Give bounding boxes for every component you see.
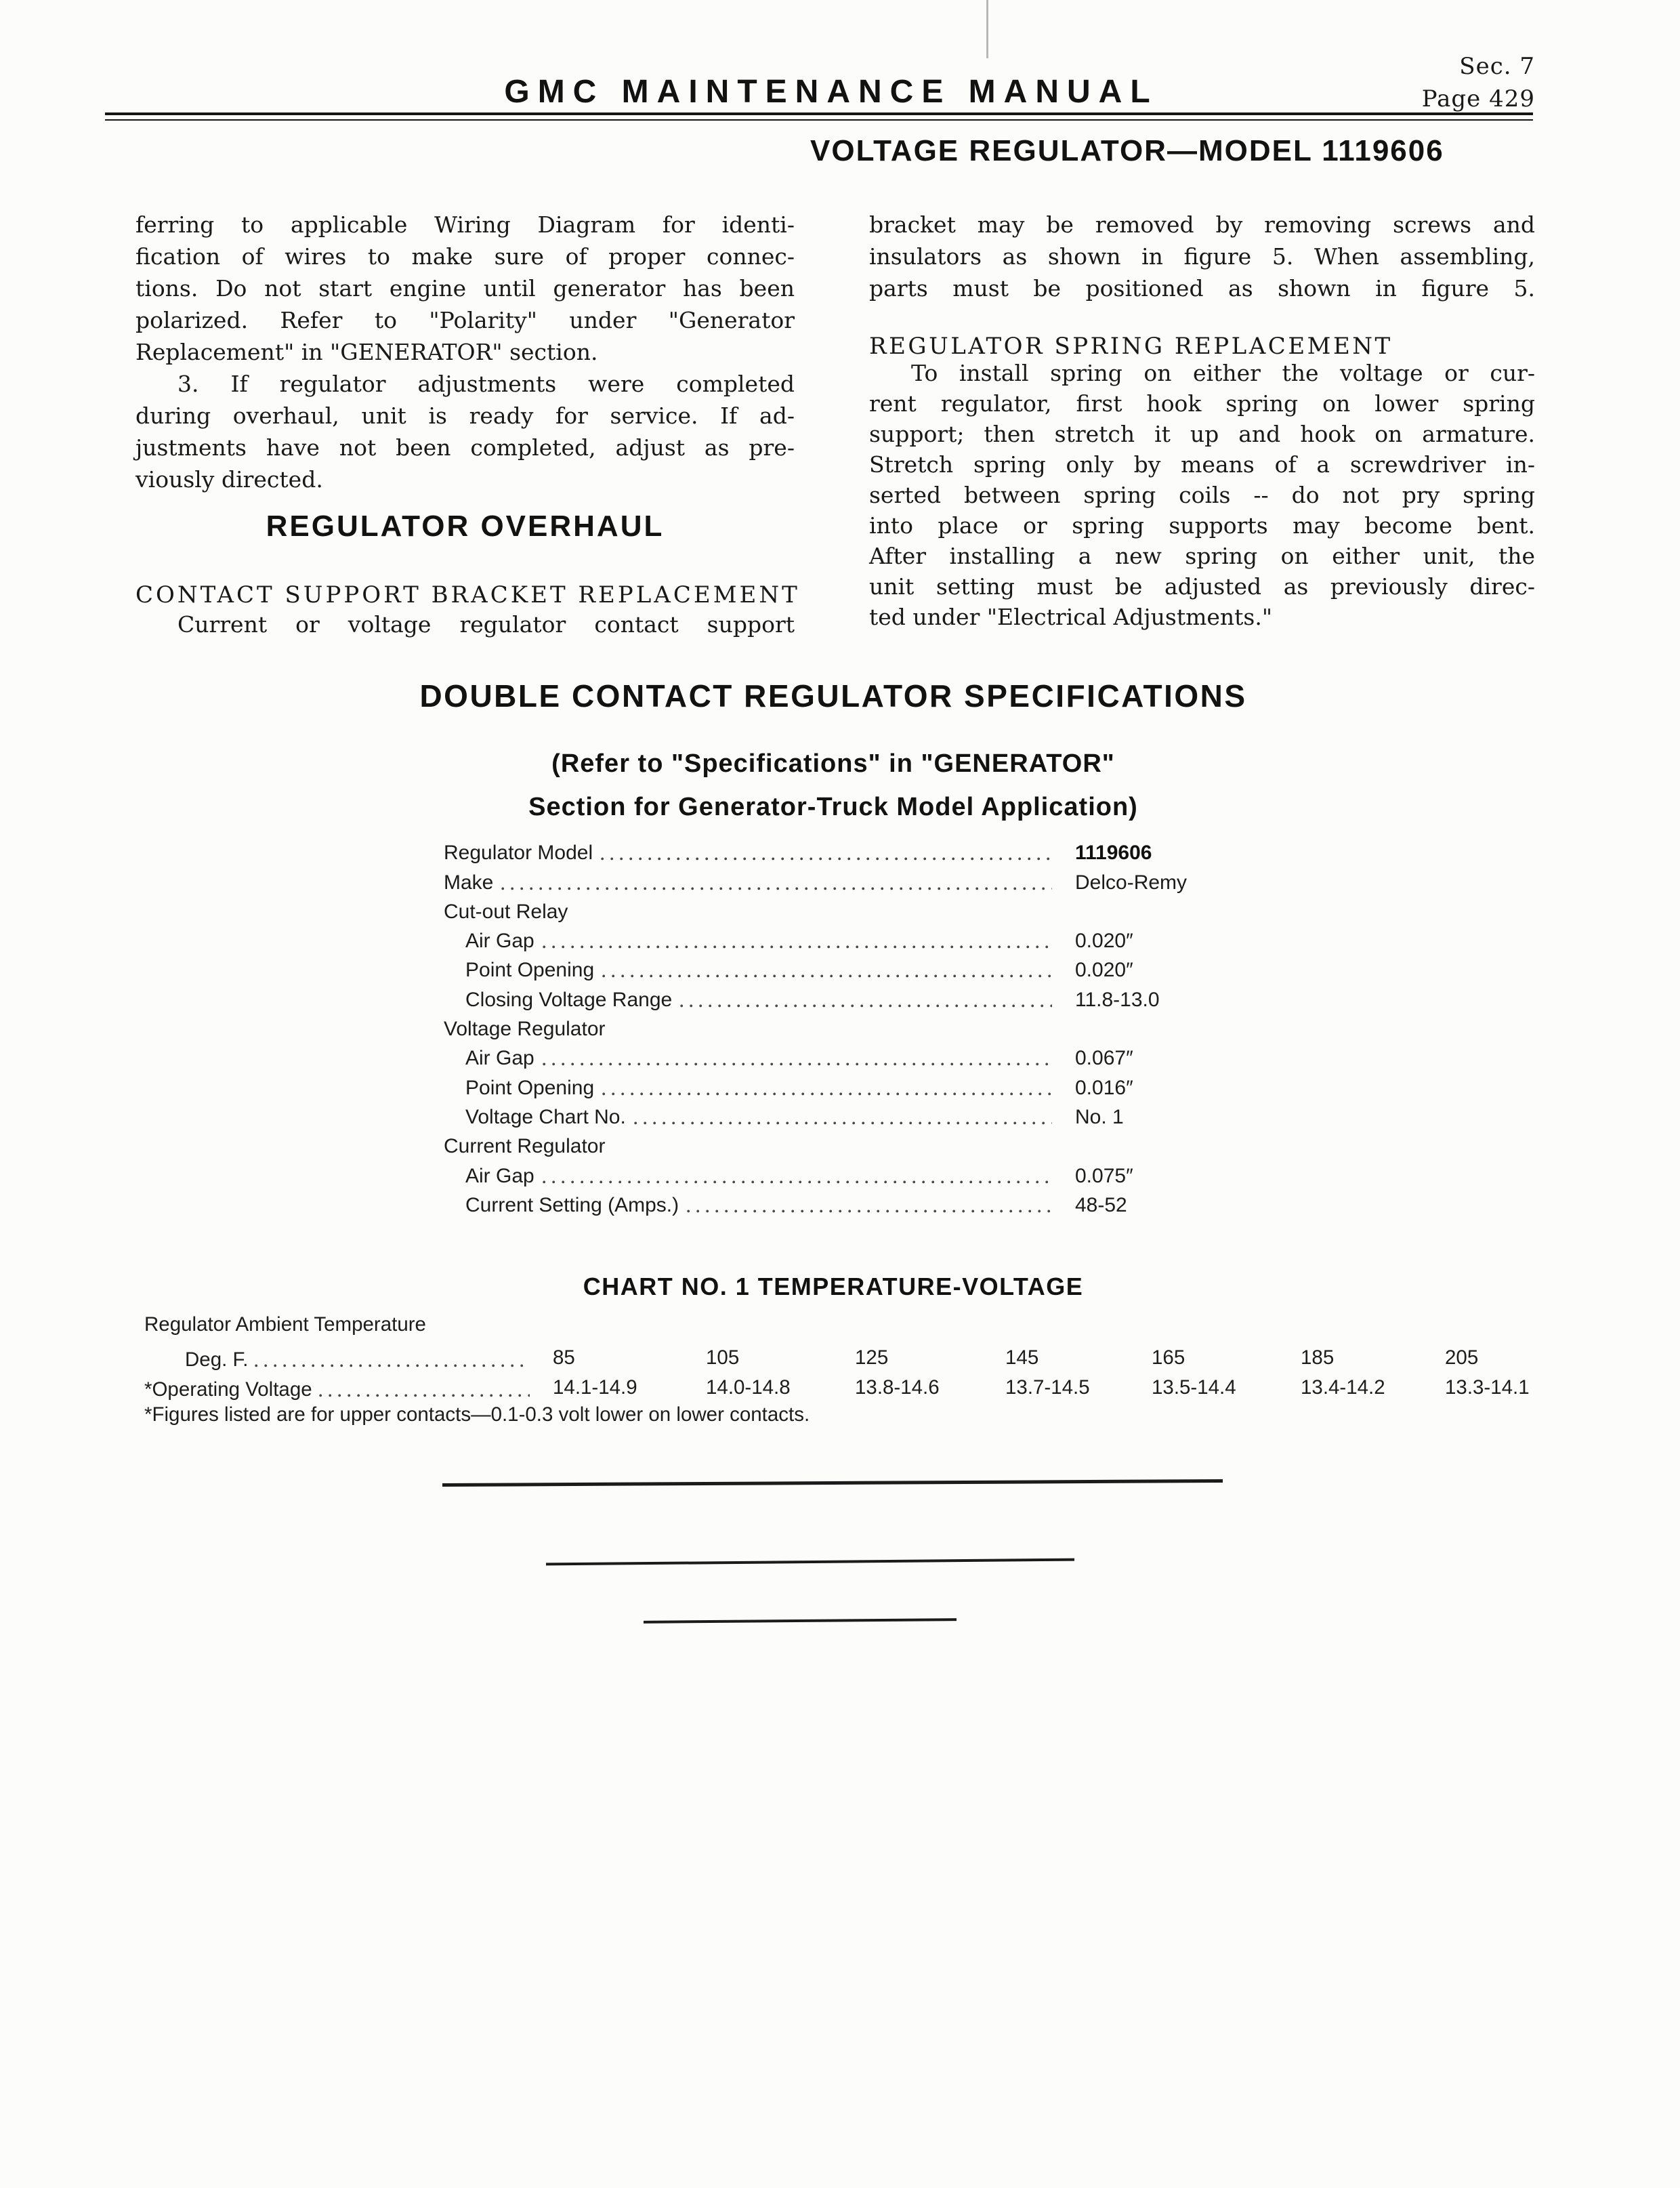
spec-label: Regulator Model bbox=[444, 842, 593, 865]
text-line: ted under "Electrical Adjustments." bbox=[869, 604, 1273, 630]
text-line: serted between spring coils -- do not pry spring bbox=[869, 482, 1535, 508]
chart-row-label-text: Deg. F. bbox=[185, 1348, 249, 1371]
page-number: Page 429 bbox=[1421, 85, 1535, 112]
dotted-leader bbox=[255, 1364, 530, 1367]
dotted-leader bbox=[501, 887, 1052, 890]
right-column-continued bbox=[869, 358, 1535, 632]
chart-value: 125 bbox=[855, 1346, 889, 1369]
text-line: rent regulator, first hook spring on lower spring bbox=[869, 390, 1535, 417]
paragraph bbox=[135, 368, 795, 495]
spec-value: 0.075″ bbox=[1075, 1164, 1133, 1187]
chart-footnote: *Figures listed are for upper contacts—0.1-0.3 volt lower on lower contacts. bbox=[144, 1403, 810, 1426]
text-line: parts must be positioned as shown in figure 5. bbox=[869, 275, 1535, 302]
chart-title: CHART NO. 1 TEMPERATURE-VOLTAGE bbox=[583, 1273, 1084, 1300]
spec-note-line-2: Section for Generator-Truck Model Application) bbox=[528, 793, 1138, 821]
specifications-heading: DOUBLE CONTACT REGULATOR SPECIFICATIONS bbox=[419, 678, 1247, 714]
chart-row-label bbox=[144, 1344, 534, 1374]
chart-group-label: Regulator Ambient Temperature bbox=[144, 1313, 426, 1336]
spec-row bbox=[444, 984, 1230, 1013]
text-line: Stretch spring only by means of a screwdriver in- bbox=[869, 451, 1535, 478]
spec-row bbox=[444, 1102, 1230, 1131]
spec-row bbox=[444, 926, 1230, 955]
chart-value: 14.1-14.9 bbox=[553, 1376, 637, 1399]
dotted-leader bbox=[543, 945, 1052, 949]
spec-value: 11.8-13.0 bbox=[1075, 988, 1160, 1011]
spec-label: Closing Voltage Range bbox=[465, 988, 673, 1011]
spec-row bbox=[444, 1131, 1230, 1160]
contact-support-heading: CONTACT SUPPORT BRACKET REPLACEMENT bbox=[135, 581, 800, 608]
dotted-leader bbox=[634, 1121, 1052, 1125]
dotted-leader bbox=[319, 1394, 530, 1397]
spec-label: Point Opening bbox=[465, 959, 595, 982]
chart-value: 13.5-14.4 bbox=[1152, 1376, 1236, 1399]
spec-value: 0.016″ bbox=[1075, 1076, 1133, 1099]
text-line: insulators as shown in figure 5. When assembling, bbox=[869, 243, 1535, 270]
text-line: fication of wires to make sure of proper connec- bbox=[135, 243, 795, 270]
header-rule-top bbox=[105, 112, 1533, 115]
spec-label: Cut-out Relay bbox=[444, 900, 568, 923]
text-line: ferring to applicable Wiring Diagram for identi- bbox=[135, 211, 795, 238]
text-line: After installing a new spring on either unit, the bbox=[869, 543, 1535, 569]
chart-value: 13.7-14.5 bbox=[1005, 1376, 1090, 1399]
chart-voltage-row bbox=[144, 1374, 1601, 1403]
chart-value: 165 bbox=[1152, 1346, 1185, 1369]
spec-label: Air Gap bbox=[465, 1164, 534, 1187]
spec-label: Make bbox=[444, 871, 494, 894]
spec-row bbox=[444, 1160, 1230, 1189]
spec-label: Voltage Chart No. bbox=[465, 1105, 626, 1128]
section-label: Sec. 7 bbox=[1459, 53, 1535, 80]
dotted-leader bbox=[543, 1180, 1052, 1184]
spec-value: 48-52 bbox=[1075, 1193, 1127, 1216]
bottom-rule-2 bbox=[546, 1559, 1074, 1566]
text-line: during overhaul, unit is ready for service. If ad- bbox=[135, 402, 795, 429]
spec-row bbox=[444, 867, 1230, 896]
spec-label: Current Regulator bbox=[444, 1135, 606, 1158]
text-line: justments have not been completed, adjust as pre- bbox=[135, 434, 795, 461]
dotted-leader bbox=[602, 1092, 1052, 1096]
dotted-leader bbox=[680, 1004, 1052, 1008]
dotted-leader bbox=[543, 1062, 1052, 1066]
spec-label: Air Gap bbox=[465, 1047, 534, 1070]
spec-row bbox=[444, 896, 1230, 926]
chart-value: 145 bbox=[1005, 1346, 1039, 1369]
paragraph bbox=[135, 209, 795, 368]
chart-row-label-text: *Operating Voltage bbox=[144, 1378, 312, 1401]
chart-value: 13.4-14.2 bbox=[1301, 1376, 1385, 1399]
chart-value: 105 bbox=[706, 1346, 740, 1369]
spec-table bbox=[444, 838, 1230, 1219]
spec-label: Air Gap bbox=[465, 930, 534, 953]
text-line: tions. Do not start engine until generator has been bbox=[135, 275, 795, 302]
text-line: Replacement" in "GENERATOR" section. bbox=[135, 339, 598, 365]
spec-value: No. 1 bbox=[1075, 1105, 1124, 1128]
chart-value: 13.3-14.1 bbox=[1445, 1376, 1530, 1399]
chart-row-label bbox=[144, 1374, 534, 1403]
spec-note-line-1: (Refer to "Specifications" in "GENERATOR" bbox=[551, 749, 1115, 778]
spec-value: 0.020″ bbox=[1075, 959, 1133, 982]
scan-artifact-line bbox=[986, 0, 988, 58]
dotted-leader bbox=[602, 974, 1052, 978]
spec-value: 0.020″ bbox=[1075, 930, 1133, 953]
text-line: polarized. Refer to "Polarity" under "Generator bbox=[135, 307, 795, 333]
left-column bbox=[135, 209, 795, 495]
chart-value: 13.8-14.6 bbox=[855, 1376, 940, 1399]
paragraph bbox=[135, 608, 795, 640]
chart-value: 185 bbox=[1301, 1346, 1335, 1369]
text-line: into place or spring supports may become bent. bbox=[869, 512, 1535, 539]
bottom-rule-3 bbox=[644, 1618, 957, 1624]
spring-replacement-heading: REGULATOR SPRING REPLACEMENT bbox=[869, 333, 1393, 360]
regulator-overhaul-heading: REGULATOR OVERHAUL bbox=[266, 510, 665, 543]
spec-value: 0.067″ bbox=[1075, 1047, 1133, 1070]
text-line: unit setting must be adjusted as previously direc- bbox=[869, 573, 1535, 600]
dotted-leader bbox=[601, 857, 1052, 861]
header-rule-bottom bbox=[105, 119, 1533, 121]
spec-row bbox=[444, 1014, 1230, 1043]
chart-temperature-row bbox=[144, 1344, 1601, 1374]
spec-label: Point Opening bbox=[465, 1076, 595, 1099]
paragraph bbox=[869, 209, 1535, 304]
spec-value: Delco-Remy bbox=[1075, 871, 1188, 894]
text-line: bracket may be removed by removing screws and bbox=[869, 211, 1535, 238]
text-line: viously directed. bbox=[135, 466, 323, 493]
text-line: 3. If regulator adjustments were completed bbox=[177, 371, 795, 397]
text-line: To install spring on either the voltage or cur- bbox=[911, 360, 1535, 386]
spec-label: Current Setting (Amps.) bbox=[465, 1193, 679, 1216]
spec-row bbox=[444, 955, 1230, 984]
text-line: Current or voltage regulator contact support bbox=[177, 611, 795, 638]
left-column-continued bbox=[135, 608, 795, 640]
text-line: support; then stretch it up and hook on armature. bbox=[869, 421, 1535, 447]
spec-row bbox=[444, 1072, 1230, 1101]
chart-value: 85 bbox=[553, 1346, 575, 1369]
chart-value: 205 bbox=[1445, 1346, 1479, 1369]
right-column bbox=[869, 209, 1535, 304]
dotted-leader bbox=[687, 1210, 1052, 1213]
chart-value: 14.0-14.8 bbox=[706, 1376, 791, 1399]
spec-value: 1119606 bbox=[1075, 842, 1152, 865]
spec-row bbox=[444, 1190, 1230, 1219]
spec-row bbox=[444, 838, 1230, 867]
spec-label: Voltage Regulator bbox=[444, 1018, 606, 1041]
paragraph bbox=[869, 358, 1535, 632]
manual-title: GMC MAINTENANCE MANUAL bbox=[504, 74, 1158, 110]
bottom-rule-1 bbox=[442, 1479, 1223, 1487]
spec-row bbox=[444, 1043, 1230, 1072]
page-subtitle: VOLTAGE REGULATOR—MODEL 1119606 bbox=[810, 134, 1444, 167]
